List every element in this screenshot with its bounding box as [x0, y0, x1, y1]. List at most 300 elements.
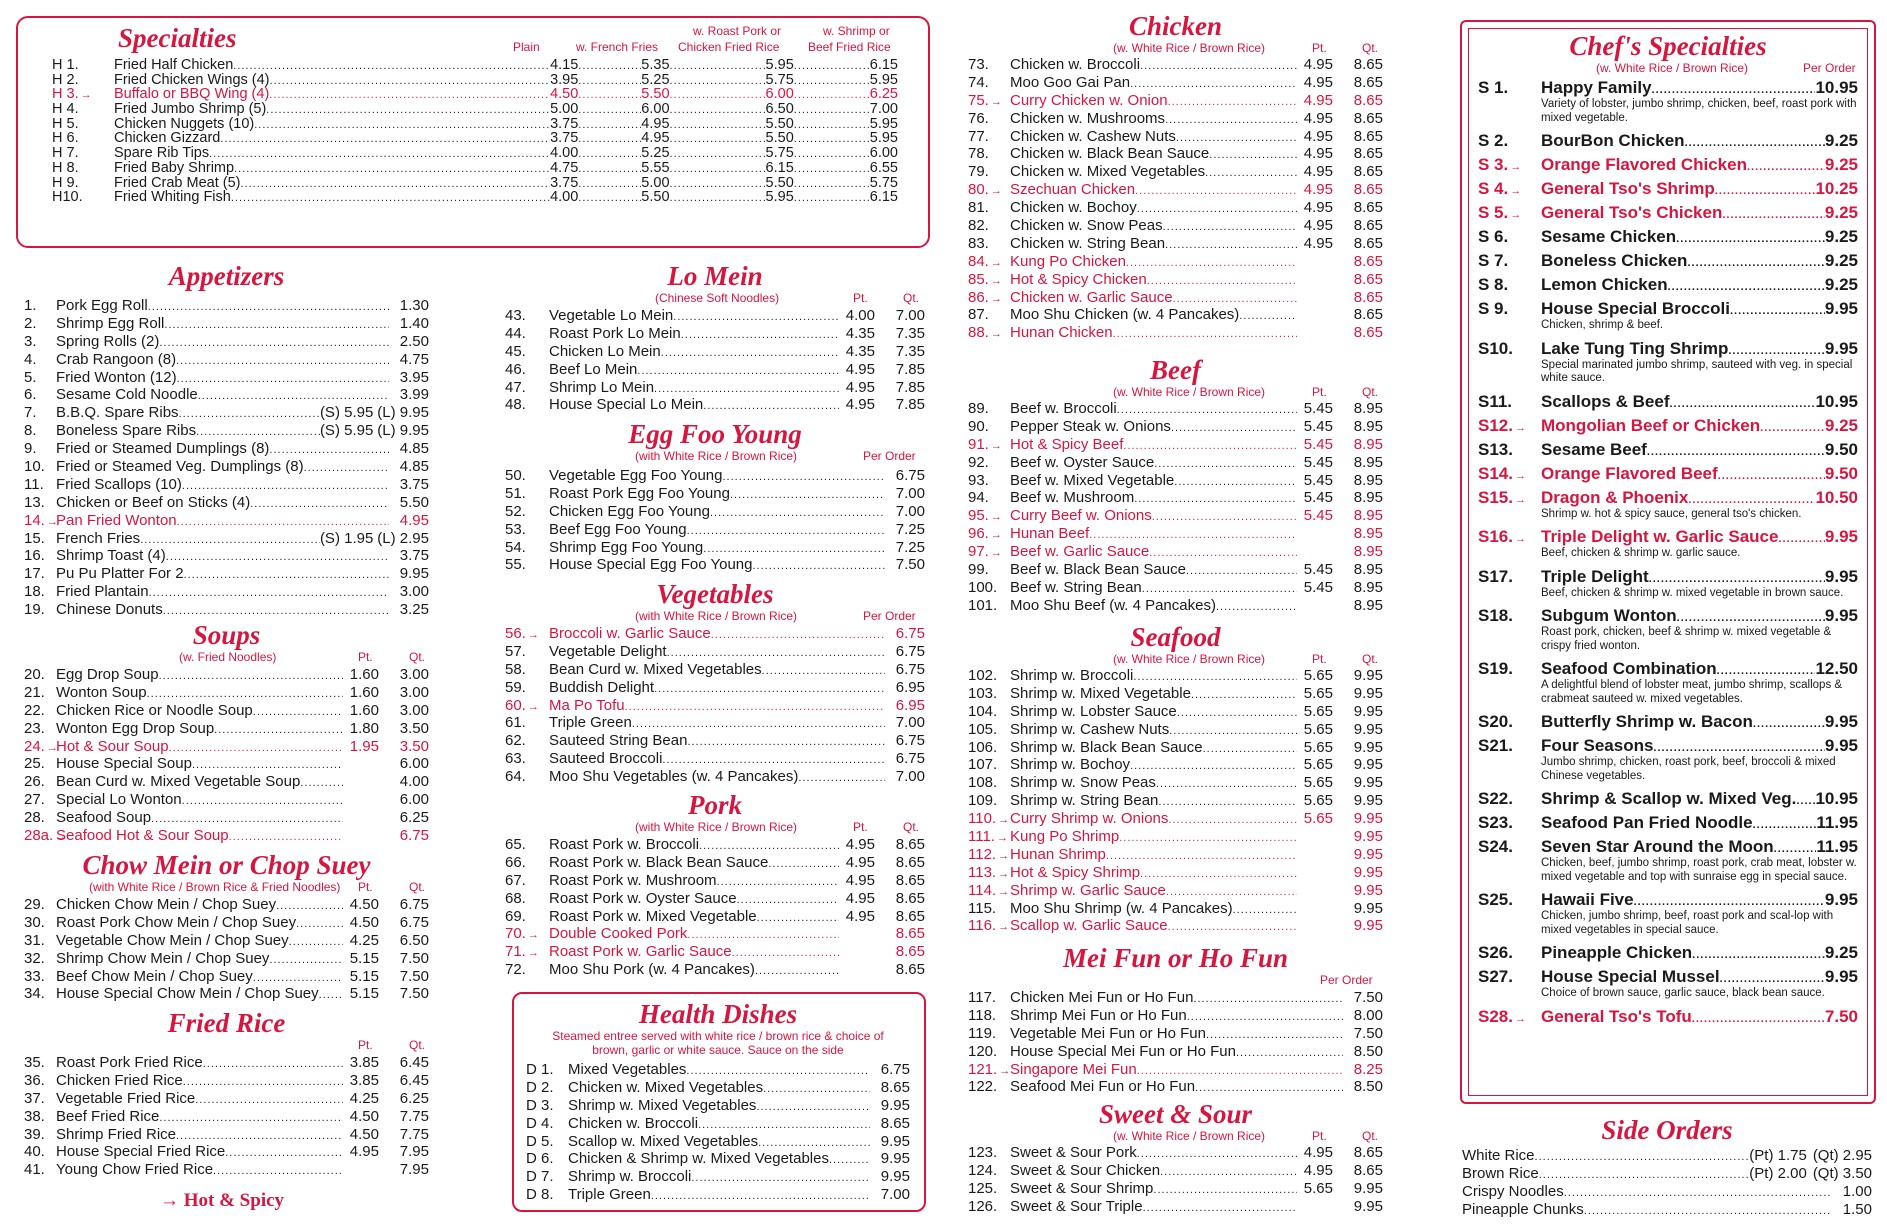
item-number: 35. — [24, 1054, 45, 1071]
item-number: 90. — [968, 417, 989, 435]
menu-item — [505, 836, 925, 854]
item-name: Curry Chicken w. Onion — [1010, 91, 1168, 109]
menu-item — [968, 703, 1383, 721]
item-price-a: 4.95 — [1303, 56, 1333, 73]
item-number: 45. — [505, 342, 526, 360]
item-name: Shrimp Egg Foo Young — [549, 538, 704, 556]
item-price-b: 9.95 — [1353, 1179, 1383, 1197]
menu-item — [24, 932, 429, 950]
item-description: Roast pork, chicken, beef & shrimp w. mixed vegetable & crispy fried wonton. — [1541, 626, 1832, 652]
dot-leader — [163, 603, 389, 621]
item-name: Hawaii Five — [1541, 890, 1634, 909]
item-number: 30. — [24, 913, 45, 931]
item-name: Scallop w. Mixed Vegetables — [568, 1132, 759, 1150]
item-price: 7.00 — [880, 1186, 910, 1204]
item-number: 13. — [24, 493, 45, 511]
chowmein-list — [24, 896, 429, 1003]
menu-item — [505, 768, 925, 786]
item-number: S21. — [1478, 736, 1513, 755]
item-number: 61. — [505, 714, 526, 732]
item-number: 74. — [968, 73, 989, 91]
item-price: 1.50 — [1842, 1200, 1872, 1218]
dot-leader — [794, 132, 870, 147]
item-number: 14. → — [24, 512, 56, 532]
item-price: 6.75 — [895, 625, 925, 642]
item-number: 16. — [24, 547, 45, 565]
item-price-b: 7.85 — [895, 396, 925, 414]
item-name: Sweet & Sour Chicken — [1010, 1161, 1161, 1179]
dot-leader — [149, 585, 389, 603]
item-price-c: 5.50 — [765, 115, 794, 132]
menu-item — [28, 58, 898, 73]
dot-leader — [753, 558, 886, 576]
menu-item — [24, 1072, 429, 1090]
item-number: D 2. — [526, 1078, 554, 1096]
menu-item — [505, 697, 925, 715]
side-item — [1462, 1183, 1872, 1201]
dot-leader — [1677, 608, 1825, 628]
item-price-b: 9.95 — [1353, 684, 1383, 702]
item-number: S28. → — [1478, 1007, 1541, 1029]
item-price-a: 4.50 — [349, 896, 379, 913]
item-number: S13. — [1478, 439, 1513, 459]
item-name: Pineapple Chunks — [1462, 1200, 1584, 1218]
item-price-d: 6.00 — [869, 145, 898, 162]
beef-list — [968, 400, 1383, 615]
item-number: 104. — [968, 702, 998, 720]
chicken-qt: Qt. — [1362, 41, 1379, 55]
item-number: 23. — [24, 719, 45, 737]
soups-section — [24, 621, 429, 845]
menu-item — [24, 666, 429, 684]
item-price: 3.25 — [399, 601, 429, 619]
dot-leader — [176, 353, 389, 371]
pork-sub: (with White Rice / Brown Rice) — [635, 820, 798, 834]
item-price-b: 3.50 — [399, 737, 429, 755]
item-number: 60. → — [505, 697, 549, 717]
menu-item — [968, 235, 1383, 253]
item-price-a: 5.65 — [1303, 738, 1333, 756]
item-number: D 5. — [526, 1132, 554, 1150]
item-price-a: 3.75 — [550, 130, 579, 147]
vegetables-section — [505, 580, 925, 786]
item-name: Sweet & Sour Pork — [1010, 1144, 1137, 1161]
pork-title: Pork — [688, 790, 742, 820]
dot-leader — [250, 496, 389, 514]
item-price-d: 5.95 — [869, 115, 898, 132]
menu-item — [505, 307, 925, 325]
item-number: D 8. — [526, 1186, 554, 1204]
menu-item — [968, 774, 1383, 792]
item-name: Singapore Mei Fun — [1010, 1060, 1137, 1078]
item-price-b: 7.35 — [895, 342, 925, 360]
item-price-b: 8.95 — [1353, 578, 1383, 596]
item-price-b: 7.85 — [895, 378, 925, 396]
menu-item — [968, 181, 1383, 199]
item-number: 121. → — [968, 1061, 1010, 1081]
dot-leader — [183, 1074, 343, 1092]
item-number: 4. — [24, 350, 37, 368]
dot-leader — [269, 952, 343, 970]
item-number: 59. — [505, 678, 526, 696]
item-name: Chicken w. Cashew Nuts — [1010, 127, 1176, 145]
sweetsour-header — [968, 1129, 1383, 1143]
item-name: Chinese Donuts — [56, 601, 163, 619]
item-price: 9.95 — [1824, 299, 1858, 318]
item-price-c: 5.95 — [765, 57, 794, 73]
dot-leader — [1760, 418, 1825, 438]
item-name: Ma Po Tofu — [549, 696, 625, 714]
eggfoo-sub: (with White Rice / Brown Rice) — [635, 449, 798, 463]
dot-leader — [794, 147, 870, 162]
item-number: 126. — [968, 1197, 998, 1215]
item-name: Boneless Spare Ribs — [56, 422, 197, 440]
item-description: Chicken, shrimp & beef. — [1541, 319, 1664, 331]
chef-item-row — [1478, 131, 1858, 151]
menu-item — [24, 476, 429, 494]
hot-spicy-label: Hot & Spicy — [183, 1190, 285, 1211]
item-number: S 6. — [1478, 227, 1509, 246]
item-name: Chicken w. Mixed Vegetables — [568, 1078, 764, 1096]
item-number: 113. → — [968, 864, 1010, 884]
dot-leader — [254, 118, 550, 133]
col-pork-rice: Chicken Fried Rice — [678, 40, 780, 54]
menu-item — [24, 369, 429, 387]
item-price-b: 8.65 — [895, 853, 925, 871]
dot-leader — [1647, 442, 1825, 462]
specialties-title: Specialties — [118, 23, 237, 53]
item-number: 103. — [968, 684, 998, 702]
item-price-small: (S) 5.95 — [319, 422, 374, 440]
item-number: H 4. — [52, 101, 79, 118]
item-price: 8.65 — [880, 1114, 910, 1132]
item-name: Scallop w. Garlic Sauce — [1010, 917, 1168, 935]
item-name: Orange Flavored Chicken — [1541, 155, 1747, 174]
chef-item-row — [1478, 943, 1858, 963]
item-price-b: 5.55 — [641, 159, 670, 176]
item-price-b: 9.95 — [1353, 1197, 1383, 1215]
item-number: 32. — [24, 949, 45, 967]
item-price: 7.25 — [895, 538, 925, 556]
menu-item — [505, 361, 925, 379]
item-price-a: 4.95 — [845, 871, 875, 889]
soups-sub: (w. Fried Noodles) — [179, 650, 277, 664]
chef-item — [1478, 488, 1858, 522]
health-sub-1: Steamed entree served with white rice / brown rice & choice of — [552, 1029, 884, 1043]
item-name: Beef w. Oyster Sauce — [1010, 453, 1155, 471]
item-price: 9.95 — [880, 1096, 910, 1114]
chef-item-row — [1478, 440, 1858, 460]
item-number: 73. — [968, 56, 989, 73]
vegetables-list — [505, 625, 925, 786]
item-number: 68. — [505, 889, 526, 907]
col-fries-1: w. Roast Pork or — [693, 24, 782, 38]
item-number: 81. — [968, 199, 989, 217]
dot-leader — [220, 132, 550, 147]
dot-leader — [269, 88, 550, 103]
chowmein-header — [24, 880, 429, 894]
item-number: 1. — [24, 297, 37, 314]
item-name: Shrimp w. Garlic Sauce — [1010, 881, 1166, 899]
soups-list — [24, 666, 429, 845]
item-price: 9.95 — [880, 1150, 910, 1168]
pork-qt: Qt. — [903, 820, 920, 834]
seafood-section — [968, 623, 1383, 935]
dot-leader — [1177, 705, 1297, 723]
chef-item-row — [1478, 659, 1858, 679]
item-price: (L) 2.95 — [377, 529, 429, 547]
dot-leader — [730, 487, 885, 505]
item-number: 120. — [968, 1042, 998, 1060]
menu-item — [968, 92, 1383, 110]
item-name: Chicken Nuggets (10) — [114, 115, 255, 132]
item-price-d: 6.15 — [869, 57, 898, 73]
item-price-a: 4.95 — [1303, 1161, 1333, 1179]
dot-leader — [756, 1099, 870, 1117]
chef-item-row — [1478, 392, 1858, 412]
item-number: S 8. — [1478, 275, 1509, 294]
appetizers-list — [24, 297, 429, 619]
chowmein-sub: (with White Rice / Brown Rice & Fried Noodles) — [89, 880, 341, 894]
item-number: 84. → — [968, 253, 1010, 273]
item-number: 21. — [24, 683, 45, 701]
item-price-a: 4.00 — [550, 189, 579, 206]
item-number: 109. — [968, 792, 998, 810]
dot-leader — [1753, 815, 1817, 835]
item-number: 53. — [505, 520, 526, 538]
dot-leader — [703, 398, 839, 416]
seafood-pt: Pt. — [1312, 652, 1327, 666]
dot-leader — [670, 74, 766, 89]
menu-item — [24, 684, 429, 702]
item-price-b: 3.50 — [399, 719, 429, 737]
item-number: 46. — [505, 360, 526, 378]
dot-leader — [794, 59, 870, 74]
item-name: Roast Pork Egg Foo Young — [549, 484, 730, 502]
item-number: 55. — [505, 556, 526, 574]
item-number: 95. → — [968, 507, 1010, 527]
dot-leader — [195, 1092, 343, 1110]
col-shrimp-rice: Beef Fried Rice — [808, 40, 891, 54]
chef-item-row — [1478, 837, 1858, 857]
chef-item — [1478, 606, 1858, 653]
item-number: S 1. — [1478, 78, 1509, 97]
item-price: 9.25 — [1824, 203, 1858, 222]
menu-item — [968, 525, 1383, 543]
dot-leader — [1728, 341, 1825, 361]
item-price-a: 4.25 — [349, 931, 379, 949]
item-name: French Fries — [56, 529, 141, 547]
item-name: Beef w. Black Bean Sauce — [1010, 561, 1186, 579]
dot-leader — [1692, 945, 1825, 965]
menu-item — [505, 343, 925, 361]
item-name: Subgum Wonton — [1541, 606, 1677, 625]
item-number: 34. — [24, 985, 45, 1003]
item-name: Triple Delight w. Garlic Sauce — [1541, 527, 1779, 546]
chowmein-section — [24, 851, 429, 1003]
chowmein-title: Chow Mein or Chop Suey — [82, 850, 371, 880]
item-number: 50. — [505, 467, 526, 484]
item-price-b: 8.65 — [895, 836, 925, 853]
item-name: Egg Drop Soup — [56, 666, 159, 683]
item-number: D 3. — [526, 1096, 554, 1114]
item-price-a: 4.95 — [1303, 91, 1333, 109]
chef-item-row — [1478, 203, 1858, 223]
dot-leader — [304, 460, 389, 478]
dot-leader — [164, 317, 389, 335]
item-name: Pineapple Chicken — [1541, 943, 1693, 962]
item-price-a: 5.65 — [1303, 792, 1333, 810]
dot-leader — [578, 59, 641, 74]
item-name: House Special Mussel — [1541, 967, 1720, 986]
item-number: H 6. — [52, 130, 79, 147]
item-price-a: 4.95 — [349, 1143, 379, 1161]
item-number: H10. — [52, 189, 83, 206]
dot-leader — [1209, 147, 1297, 165]
item-price-a: 5.15 — [349, 967, 379, 985]
chef-item — [1478, 78, 1858, 125]
menu-item — [505, 714, 925, 732]
menu-item — [968, 917, 1383, 935]
item-price-a: 5.00 — [550, 101, 579, 118]
item-number: S20. — [1478, 712, 1513, 731]
menu-item — [968, 271, 1383, 289]
chowmein-qt: Qt. — [409, 880, 426, 894]
menu-item — [24, 827, 429, 845]
item-price: (Qt) 3.50 — [1812, 1164, 1872, 1182]
item-name: Fried Jumbo Shrimp (5) — [114, 101, 267, 118]
dot-leader — [184, 567, 389, 585]
item-price-c: 5.50 — [765, 174, 794, 191]
item-name: Beef w. Garlic Sauce — [1010, 543, 1150, 561]
menu-item — [24, 565, 429, 583]
health-list — [526, 1061, 910, 1204]
item-number: 83. — [968, 234, 989, 252]
item-number: 64. — [505, 768, 526, 786]
dot-leader — [670, 103, 766, 118]
item-number: 76. — [968, 109, 989, 127]
item-number: 92. — [968, 453, 989, 471]
item-price: 9.95 — [1824, 967, 1858, 986]
item-price-b: 8.65 — [895, 925, 925, 943]
item-name: Fried Baby Shrimp — [114, 159, 235, 176]
menu-item — [505, 679, 925, 697]
dot-leader — [159, 1110, 343, 1128]
item-price-b: 9.95 — [1353, 667, 1383, 684]
item-price: 6.75 — [895, 642, 925, 660]
item-name: Chicken w. Broccoli — [1010, 56, 1141, 73]
item-number: 89. — [968, 400, 989, 417]
item-name: B.B.Q. Spare Ribs — [56, 404, 179, 422]
eggfoo-header — [505, 449, 925, 463]
item-price-b: 8.65 — [1353, 109, 1383, 127]
menu-item — [24, 458, 429, 476]
meifun-section — [968, 944, 1383, 1096]
dot-leader — [673, 309, 839, 327]
item-price-a: 4.75 — [550, 159, 579, 176]
item-name: Chicken w. Garlic Sauce — [1010, 288, 1173, 306]
item-number: 40. — [24, 1143, 45, 1161]
item-price: 2.50 — [399, 332, 429, 350]
lomein-section — [505, 262, 925, 414]
item-price: 7.50 — [1353, 989, 1383, 1006]
item-price-a: 4.25 — [349, 1089, 379, 1107]
pork-list — [505, 836, 925, 979]
chicken-pt: Pt. — [1312, 41, 1327, 55]
item-price-b: 8.65 — [1353, 163, 1383, 181]
menu-item — [968, 324, 1383, 342]
item-price-a: 4.50 — [550, 86, 579, 103]
dot-leader — [1730, 301, 1825, 321]
menu-item — [505, 732, 925, 750]
chef-item-row — [1478, 527, 1858, 547]
item-name: Curry Beef w. Onions — [1010, 507, 1152, 525]
item-number: 110. → — [968, 810, 1010, 830]
item-price-a: 4.95 — [1303, 217, 1333, 235]
item-price-a: 4.95 — [845, 378, 875, 396]
item-name: Beef w. String Bean — [1010, 578, 1142, 596]
dot-leader — [1774, 839, 1817, 859]
item-price-a: 5.45 — [1303, 435, 1333, 453]
item-number: S 5. → — [1478, 203, 1541, 225]
item-price-b: 8.95 — [1353, 471, 1383, 489]
menu-item — [24, 985, 429, 1003]
item-price-a: 4.50 — [349, 1125, 379, 1143]
item-description: A delightful blend of lobster meat, jumbo shrimp, scallops & crabmeat sauteed w. mixed vegetables. — [1541, 679, 1843, 705]
menu-item — [968, 864, 1383, 882]
dot-leader — [578, 147, 641, 162]
item-name: Shrimp Fried Rice — [56, 1125, 177, 1143]
menu-item — [505, 943, 925, 961]
item-price-b: 5.35 — [641, 57, 670, 73]
menu-item — [24, 755, 429, 773]
item-price-a: 5.45 — [1303, 489, 1333, 507]
meifun-title: Mei Fun or Ho Fun — [1062, 943, 1289, 973]
side-title: Side Orders — [1601, 1115, 1733, 1145]
item-name: Beef w. Mushroom — [1010, 489, 1135, 507]
beef-pt: Pt. — [1312, 385, 1327, 399]
chef-item — [1478, 251, 1858, 271]
item-price-a: 1.95 — [349, 737, 379, 755]
chef-item — [1478, 179, 1858, 199]
item-price: 9.25 — [1824, 227, 1858, 246]
item-price-b: 8.95 — [1353, 543, 1383, 561]
item-number: 37. — [24, 1089, 45, 1107]
pepper-icon: → — [160, 1190, 179, 1211]
item-price: (Qt) 2.95 — [1812, 1147, 1872, 1164]
item-price-b: 7.75 — [399, 1107, 429, 1125]
menu-item — [24, 494, 429, 512]
item-name: Shrimp w. Black Bean Sauce — [1010, 738, 1203, 756]
menu-item — [28, 161, 898, 176]
sweetsour-sub: (w. White Rice / Brown Rice) — [1113, 1129, 1266, 1143]
item-name: Beef Fried Rice — [56, 1107, 160, 1125]
item-price-d: 6.25 — [869, 86, 898, 103]
item-number: 65. — [505, 836, 526, 853]
item-description: Special marinated jumbo shrimp, sauteed with veg. in special white sauce. — [1541, 358, 1853, 384]
item-price: 9.95 — [880, 1132, 910, 1150]
item-name: Bean Curd w. Mixed Vegetable Soup — [56, 773, 301, 791]
item-number: D 1. — [526, 1061, 554, 1078]
dot-leader — [829, 1152, 870, 1170]
dot-leader — [768, 856, 839, 874]
item-name: Fried Half Chicken — [114, 57, 234, 73]
chef-item — [1478, 227, 1858, 247]
menu-item — [24, 1161, 429, 1179]
item-price-b: 8.95 — [1353, 507, 1383, 525]
item-price: 11.95 — [1816, 837, 1858, 856]
menu-item — [28, 176, 898, 191]
